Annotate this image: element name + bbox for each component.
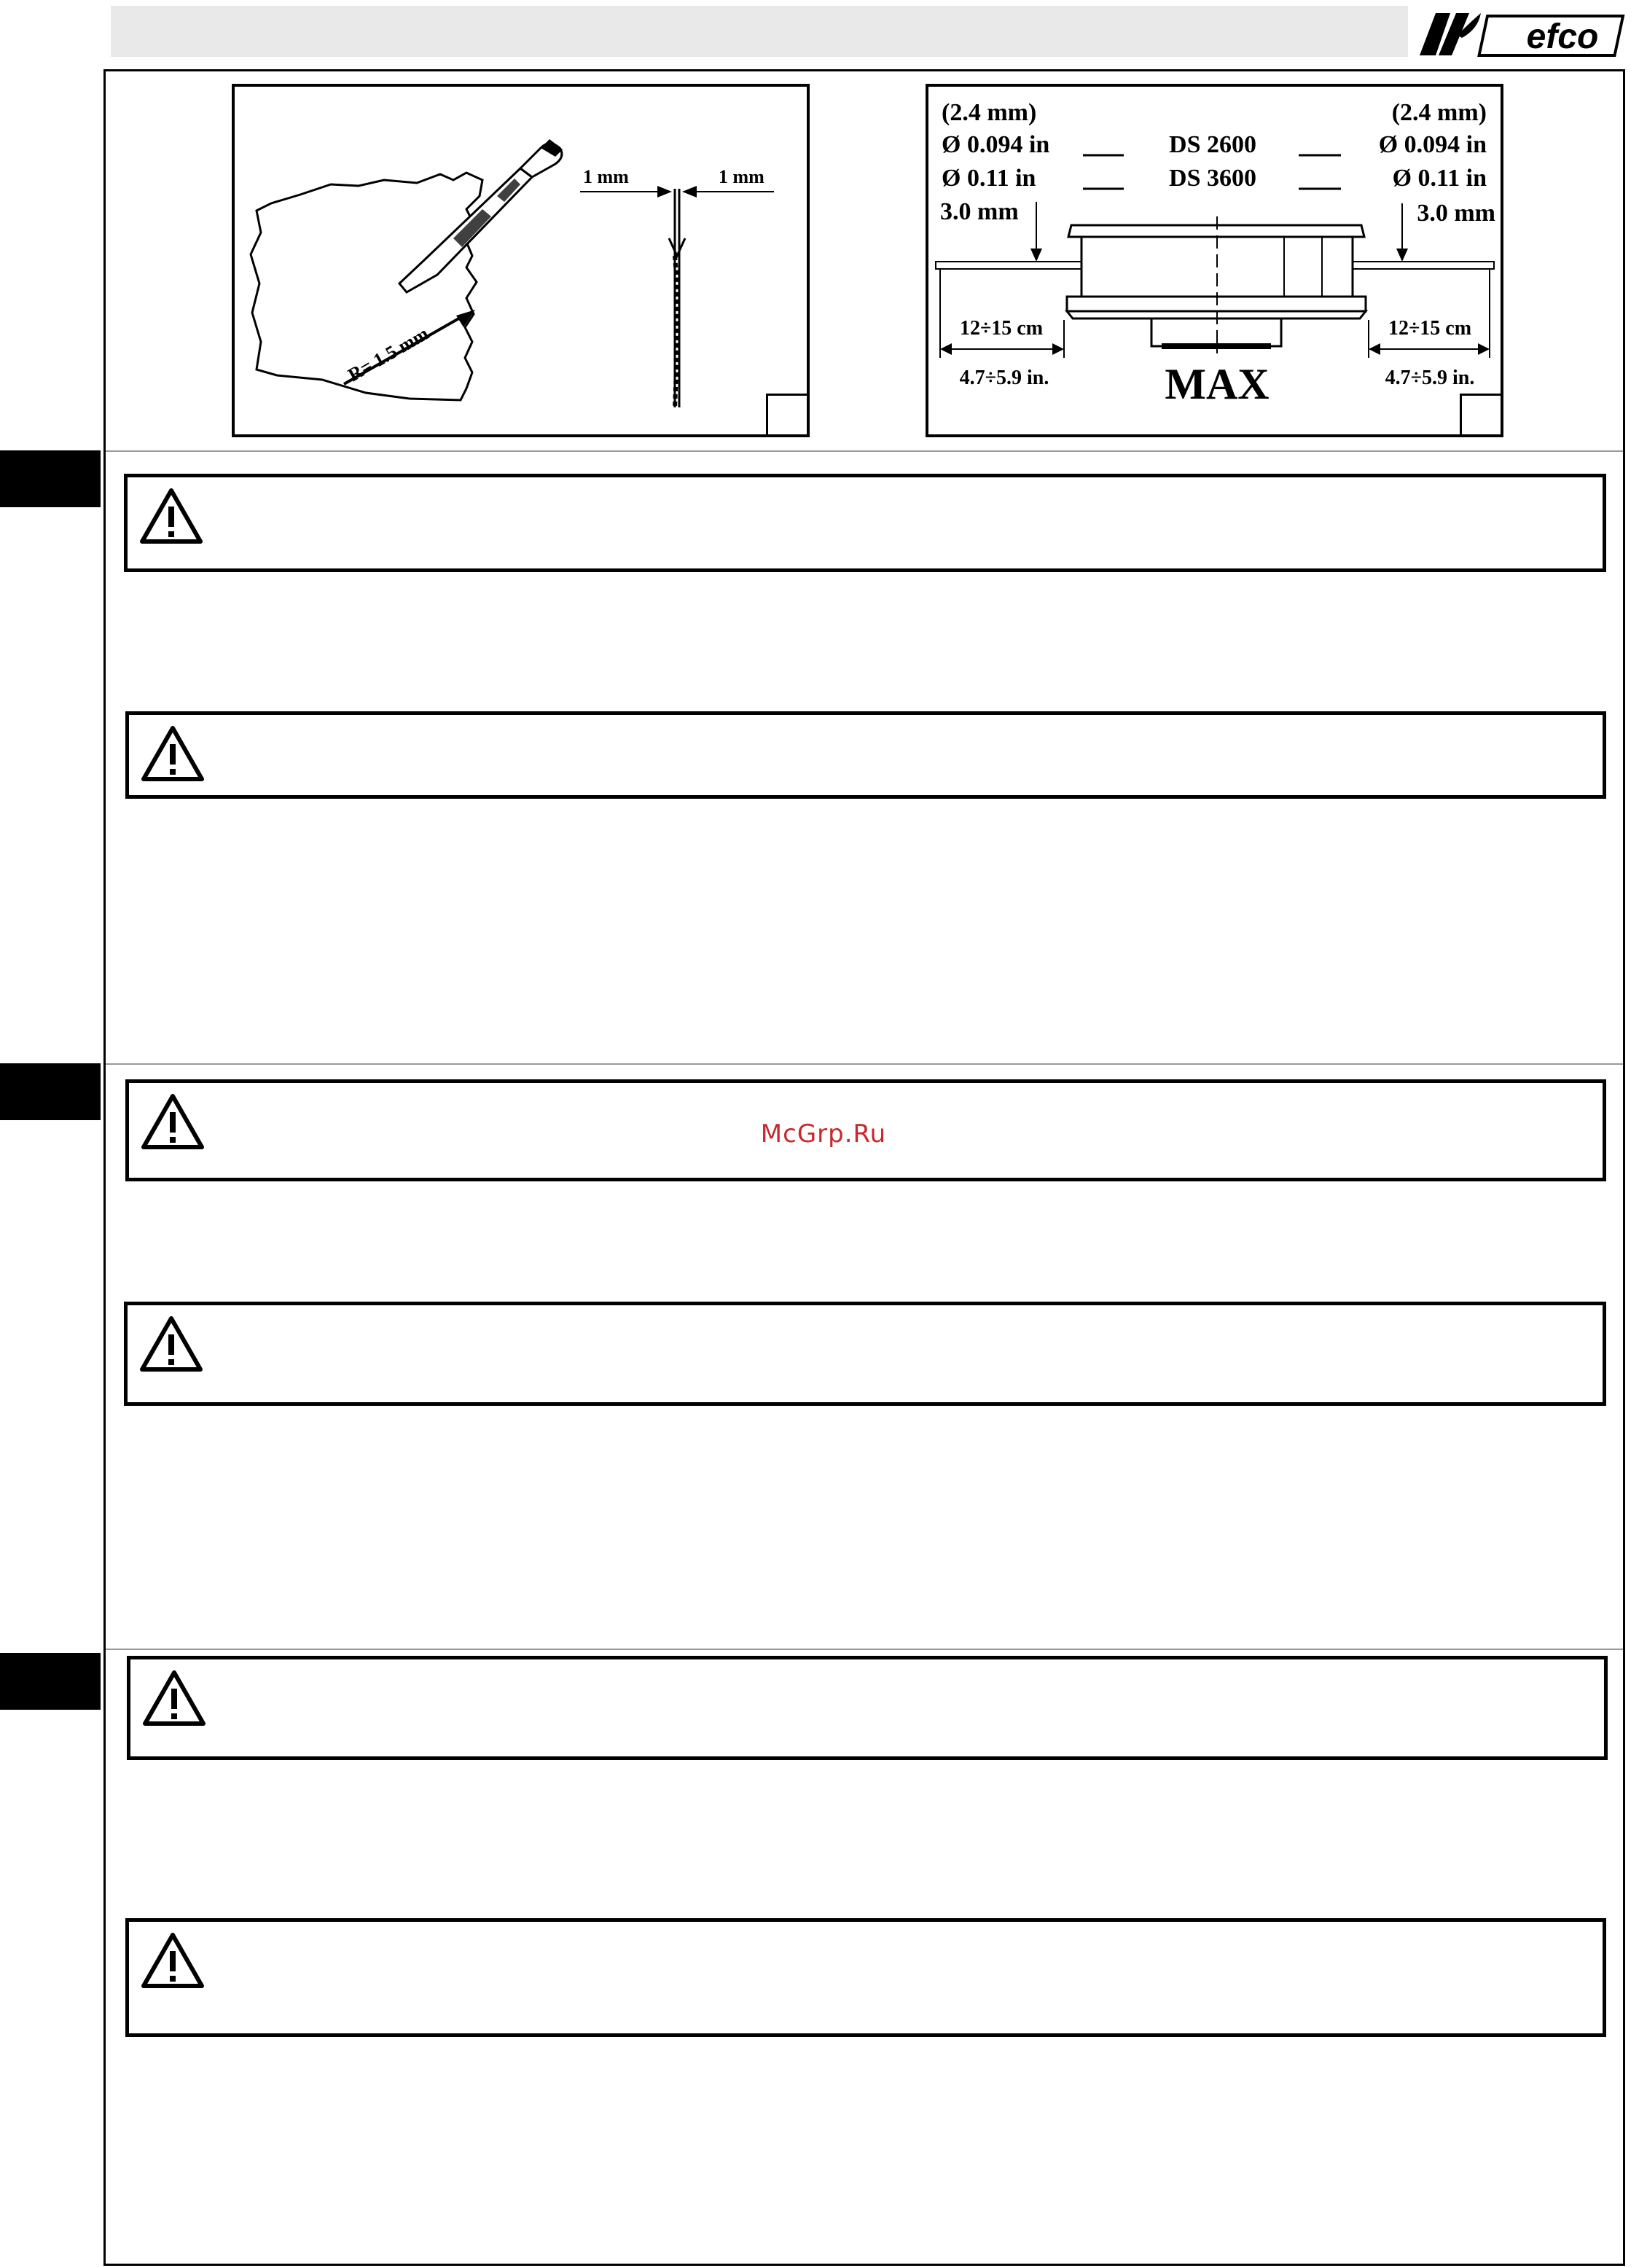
figure-blade-sharpening [232, 84, 810, 437]
figure-number-box [766, 394, 807, 434]
dia-094-left: Ø 0.094 in [942, 131, 1050, 158]
line-right-mm: 3.0 mm [1417, 200, 1495, 227]
warning-box [124, 1302, 1606, 1406]
figure-trimmer-head [926, 84, 1503, 437]
section-divider [106, 450, 1623, 452]
model-ds3600: DS 3600 [1169, 165, 1256, 192]
dia-011-right: Ø 0.11 in [1392, 165, 1487, 192]
watermark-text: McGrp.Ru [760, 1119, 887, 1149]
warning-triangle-icon [139, 1931, 206, 1992]
warning-triangle-icon [138, 486, 205, 547]
right-in: 4.7÷5.9 in. [1385, 367, 1475, 389]
side-tab [0, 450, 101, 507]
warning-box [125, 711, 1606, 799]
figure-number-box [1460, 394, 1501, 434]
max-label: MAX [1165, 360, 1270, 408]
top-left-mm: (2.4 mm) [942, 99, 1037, 126]
left-cm: 12÷15 cm [959, 317, 1044, 340]
top-right-mm: (2.4 mm) [1391, 99, 1487, 126]
warning-triangle-icon [138, 1314, 205, 1375]
warning-box [127, 1656, 1608, 1760]
warning-box [124, 474, 1606, 572]
dia-094-right: Ø 0.094 in [1378, 131, 1487, 158]
warning-triangle-icon [139, 724, 206, 785]
side-tab [0, 1063, 101, 1120]
file-tool-icon [399, 139, 563, 292]
warning-box [125, 1918, 1606, 2037]
left-in: 4.7÷5.9 in. [959, 367, 1049, 389]
leaf-logo-icon [1420, 13, 1481, 55]
line-left-mm: 3.0 mm [940, 198, 1019, 225]
radius-label: R= 1.5 mm [344, 322, 433, 386]
section-divider [106, 1063, 1623, 1065]
warning-triangle-icon [139, 1092, 206, 1153]
warning-triangle-icon [141, 1668, 208, 1729]
dia-011-left: Ø 0.11 in [942, 165, 1036, 192]
gap-right-label: 1 mm [719, 166, 764, 187]
model-ds2600: DS 2600 [1169, 131, 1256, 158]
side-tab [0, 1653, 101, 1710]
header-bar [111, 6, 1408, 57]
gap-left-label: 1 mm [583, 166, 629, 187]
brand-name: efco [1526, 17, 1599, 56]
right-cm: 12÷15 cm [1388, 317, 1472, 340]
brand-logo [1414, 6, 1632, 61]
section-divider [106, 1649, 1623, 1650]
